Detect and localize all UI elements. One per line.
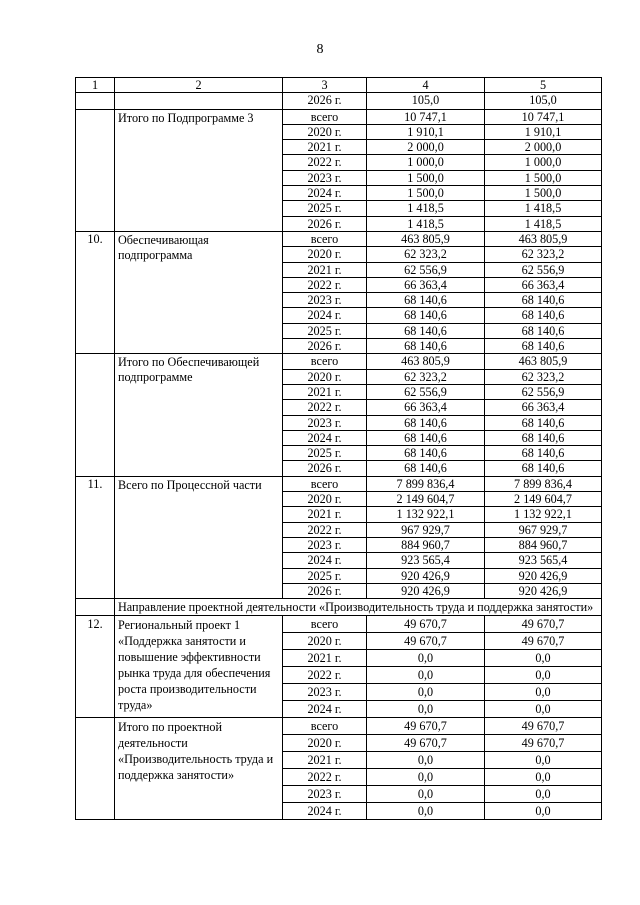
table-row	[76, 93, 602, 109]
item-name-cell	[115, 93, 283, 109]
direction-row	[76, 599, 602, 616]
amount-budget-cell: 62 556,9	[485, 384, 602, 399]
amount-total-cell: 463 805,9	[367, 231, 485, 246]
item-name-cell: Итого по Подпрограмме 3	[115, 109, 283, 231]
amount-total-cell: 920 426,9	[367, 568, 485, 583]
amount-total-cell: 68 140,6	[367, 415, 485, 430]
amount-budget-cell: 0,0	[485, 752, 602, 769]
amount-total-cell: 2 000,0	[367, 140, 485, 155]
period-cell: 2020 г.	[283, 735, 367, 752]
amount-total-cell: 2 149 604,7	[367, 492, 485, 507]
amount-total-cell: 62 323,2	[367, 369, 485, 384]
amount-budget-cell: 1 418,5	[485, 201, 602, 216]
period-cell: 2020 г.	[283, 633, 367, 650]
row-number-cell: 12.	[76, 616, 115, 718]
period-cell: 2023 г.	[283, 415, 367, 430]
amount-budget-cell: 68 140,6	[485, 446, 602, 461]
period-cell: 2021 г.	[283, 752, 367, 769]
period-cell: 2023 г.	[283, 537, 367, 552]
table-row	[76, 476, 602, 491]
period-cell: 2026 г.	[283, 216, 367, 231]
amount-budget-cell: 920 426,9	[485, 568, 602, 583]
amount-total-cell: 68 140,6	[367, 308, 485, 323]
amount-budget-cell: 68 140,6	[485, 308, 602, 323]
amount-budget-cell: 2 149 604,7	[485, 492, 602, 507]
header-cell: 5	[485, 78, 602, 93]
amount-total-cell: 463 805,9	[367, 354, 485, 369]
budget-table-body	[76, 78, 602, 820]
period-cell: всего	[283, 109, 367, 124]
period-cell: 2022 г.	[283, 277, 367, 292]
amount-budget-cell: 68 140,6	[485, 339, 602, 354]
amount-budget-cell: 66 363,4	[485, 400, 602, 415]
row-number-cell	[76, 93, 115, 109]
amount-total-cell: 0,0	[367, 667, 485, 684]
period-cell: 2024 г.	[283, 553, 367, 568]
period-cell: 2025 г.	[283, 323, 367, 338]
period-cell: 2021 г.	[283, 384, 367, 399]
amount-budget-cell: 1 000,0	[485, 155, 602, 170]
row-number-cell: 10.	[76, 231, 115, 353]
amount-budget-cell: 105,0	[485, 93, 602, 109]
period-cell: 2021 г.	[283, 140, 367, 155]
amount-total-cell: 66 363,4	[367, 277, 485, 292]
amount-total-cell: 0,0	[367, 786, 485, 803]
amount-budget-cell: 68 140,6	[485, 430, 602, 445]
period-cell: 2020 г.	[283, 124, 367, 139]
amount-budget-cell: 62 323,2	[485, 247, 602, 262]
period-cell: 2025 г.	[283, 201, 367, 216]
period-cell: 2026 г.	[283, 583, 367, 598]
amount-total-cell: 68 140,6	[367, 323, 485, 338]
period-cell: 2021 г.	[283, 650, 367, 667]
table-row	[76, 354, 602, 369]
direction-title: Направление проектной деятельности «Производительность труда и поддержка занятости»	[115, 599, 602, 616]
amount-total-cell: 0,0	[367, 684, 485, 701]
amount-total-cell: 7 899 836,4	[367, 476, 485, 491]
amount-total-cell: 1 418,5	[367, 201, 485, 216]
header-cell: 3	[283, 78, 367, 93]
period-cell: 2022 г.	[283, 155, 367, 170]
amount-total-cell: 68 140,6	[367, 446, 485, 461]
period-cell: 2023 г.	[283, 170, 367, 185]
amount-budget-cell: 1 418,5	[485, 216, 602, 231]
row-number-cell	[76, 718, 115, 820]
amount-budget-cell: 1 500,0	[485, 186, 602, 201]
table-row	[76, 718, 602, 735]
amount-total-cell: 0,0	[367, 701, 485, 718]
amount-total-cell: 0,0	[367, 752, 485, 769]
header-cell: 2	[115, 78, 283, 93]
period-cell: 2024 г.	[283, 803, 367, 820]
amount-budget-cell: 0,0	[485, 786, 602, 803]
item-name-cell: Итого по проектной деятельности «Производительность труда и поддержка занятости»	[115, 718, 283, 820]
period-cell: 2024 г.	[283, 186, 367, 201]
amount-budget-cell: 7 899 836,4	[485, 476, 602, 491]
item-name-cell: Итого по Обеспечивающей подпрограмме	[115, 354, 283, 476]
amount-budget-cell: 463 805,9	[485, 354, 602, 369]
amount-total-cell: 1 132 922,1	[367, 507, 485, 522]
period-cell: 2022 г.	[283, 522, 367, 537]
period-cell: 2024 г.	[283, 308, 367, 323]
amount-budget-cell: 68 140,6	[485, 415, 602, 430]
period-cell: 2024 г.	[283, 701, 367, 718]
amount-budget-cell: 2 000,0	[485, 140, 602, 155]
period-cell: 2022 г.	[283, 769, 367, 786]
table-row	[76, 109, 602, 124]
period-cell: 2021 г.	[283, 262, 367, 277]
period-cell: 2026 г.	[283, 461, 367, 476]
amount-budget-cell: 923 565,4	[485, 553, 602, 568]
amount-budget-cell: 68 140,6	[485, 323, 602, 338]
amount-budget-cell: 463 805,9	[485, 231, 602, 246]
period-cell: 2022 г.	[283, 667, 367, 684]
amount-total-cell: 68 140,6	[367, 339, 485, 354]
amount-budget-cell: 49 670,7	[485, 616, 602, 633]
header-cell: 4	[367, 78, 485, 93]
table-row	[76, 616, 602, 633]
period-cell: 2021 г.	[283, 507, 367, 522]
amount-total-cell: 68 140,6	[367, 430, 485, 445]
row-number-cell	[76, 599, 115, 616]
amount-total-cell: 1 418,5	[367, 216, 485, 231]
item-name-cell: Всего по Процессной части	[115, 476, 283, 598]
header-cell: 1	[76, 78, 115, 93]
amount-total-cell: 49 670,7	[367, 735, 485, 752]
amount-budget-cell: 0,0	[485, 803, 602, 820]
amount-budget-cell: 920 426,9	[485, 583, 602, 598]
amount-total-cell: 920 426,9	[367, 583, 485, 598]
period-cell: 2026 г.	[283, 339, 367, 354]
header-row	[76, 78, 602, 93]
amount-total-cell: 66 363,4	[367, 400, 485, 415]
period-cell: 2023 г.	[283, 293, 367, 308]
amount-total-cell: 49 670,7	[367, 633, 485, 650]
period-cell: всего	[283, 616, 367, 633]
amount-budget-cell: 0,0	[485, 701, 602, 718]
amount-budget-cell: 49 670,7	[485, 735, 602, 752]
period-cell: 2020 г.	[283, 369, 367, 384]
row-number-cell: 11.	[76, 476, 115, 598]
amount-total-cell: 1 910,1	[367, 124, 485, 139]
period-cell: 2024 г.	[283, 430, 367, 445]
amount-total-cell: 0,0	[367, 803, 485, 820]
amount-budget-cell: 62 556,9	[485, 262, 602, 277]
amount-total-cell: 0,0	[367, 769, 485, 786]
amount-budget-cell: 49 670,7	[485, 718, 602, 735]
period-cell: 2022 г.	[283, 400, 367, 415]
amount-budget-cell: 1 500,0	[485, 170, 602, 185]
amount-total-cell: 967 929,7	[367, 522, 485, 537]
amount-budget-cell: 0,0	[485, 667, 602, 684]
period-cell: всего	[283, 231, 367, 246]
period-cell: 2020 г.	[283, 247, 367, 262]
period-cell: 2020 г.	[283, 492, 367, 507]
period-cell: всего	[283, 354, 367, 369]
period-cell: 2026 г.	[283, 93, 367, 109]
amount-budget-cell: 68 140,6	[485, 293, 602, 308]
amount-budget-cell: 66 363,4	[485, 277, 602, 292]
row-number-cell	[76, 354, 115, 476]
amount-budget-cell: 10 747,1	[485, 109, 602, 124]
amount-total-cell: 1 000,0	[367, 155, 485, 170]
amount-budget-cell: 0,0	[485, 769, 602, 786]
period-cell: 2025 г.	[283, 568, 367, 583]
amount-budget-cell: 884 960,7	[485, 537, 602, 552]
amount-total-cell: 62 556,9	[367, 384, 485, 399]
amount-total-cell: 105,0	[367, 93, 485, 109]
period-cell: 2023 г.	[283, 684, 367, 701]
amount-total-cell: 49 670,7	[367, 616, 485, 633]
amount-total-cell: 884 960,7	[367, 537, 485, 552]
period-cell: 2025 г.	[283, 446, 367, 461]
budget-table	[75, 77, 602, 820]
item-name-cell: Региональный проект 1 «Поддержка занятости и повышение эффективности рынка труда для обеспечения роста производительности труда»	[115, 616, 283, 718]
amount-budget-cell: 1 910,1	[485, 124, 602, 139]
item-name-cell: Обеспечивающая подпрограмма	[115, 231, 283, 353]
amount-total-cell: 0,0	[367, 650, 485, 667]
row-number-cell	[76, 109, 115, 231]
amount-total-cell: 923 565,4	[367, 553, 485, 568]
period-cell: всего	[283, 718, 367, 735]
amount-total-cell: 1 500,0	[367, 186, 485, 201]
amount-budget-cell: 967 929,7	[485, 522, 602, 537]
amount-budget-cell: 1 132 922,1	[485, 507, 602, 522]
amount-total-cell: 68 140,6	[367, 461, 485, 476]
amount-budget-cell: 68 140,6	[485, 461, 602, 476]
amount-total-cell: 68 140,6	[367, 293, 485, 308]
amount-budget-cell: 0,0	[485, 650, 602, 667]
period-cell: 2023 г.	[283, 786, 367, 803]
amount-total-cell: 49 670,7	[367, 718, 485, 735]
amount-total-cell: 1 500,0	[367, 170, 485, 185]
amount-total-cell: 62 323,2	[367, 247, 485, 262]
amount-budget-cell: 62 323,2	[485, 369, 602, 384]
amount-budget-cell: 49 670,7	[485, 633, 602, 650]
amount-budget-cell: 0,0	[485, 684, 602, 701]
amount-total-cell: 62 556,9	[367, 262, 485, 277]
page-number: 8	[316, 42, 324, 57]
table-row	[76, 231, 602, 246]
period-cell: всего	[283, 476, 367, 491]
amount-total-cell: 10 747,1	[367, 109, 485, 124]
